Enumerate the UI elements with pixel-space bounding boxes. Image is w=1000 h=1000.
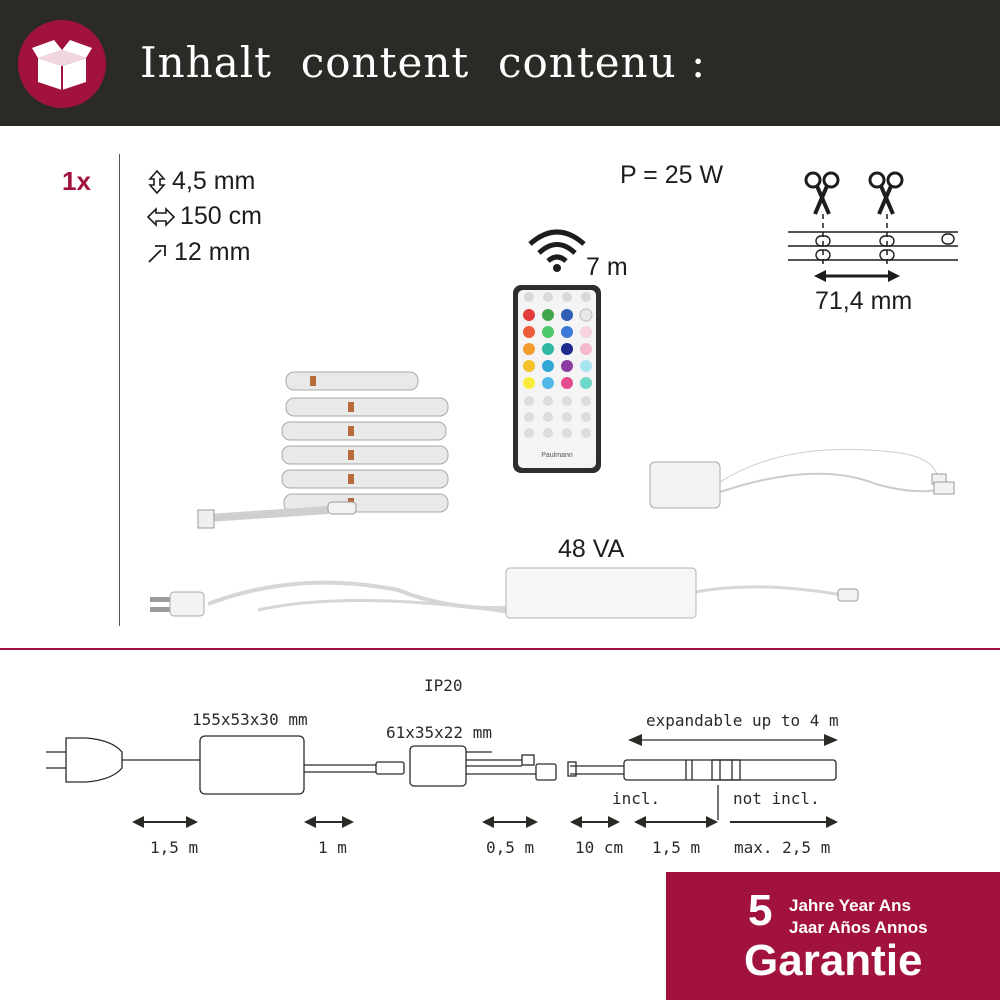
expandable-label: expandable up to 4 m	[646, 711, 839, 730]
wireless-icon	[524, 226, 590, 274]
warranty-line-2: Jaar Años Annos	[789, 918, 928, 937]
length-label: 10 cm	[575, 838, 624, 857]
length-arrows	[130, 812, 842, 832]
remote-control	[512, 284, 602, 479]
scissors-icon	[806, 173, 838, 214]
length-arrow-icon	[146, 206, 176, 228]
ip-rating: IP20	[424, 676, 463, 695]
box-icon	[18, 20, 106, 108]
included-label: incl.	[612, 789, 661, 808]
length-label: max. 2,5 m	[734, 838, 831, 857]
quantity-label: 1x	[62, 166, 91, 196]
transformer-unit	[148, 564, 860, 632]
cutting-diagram	[780, 168, 962, 268]
led-strip-coil	[178, 360, 478, 550]
warranty-years: 5	[748, 886, 773, 935]
transformer-rating: 48 VA	[558, 535, 625, 563]
length-label: 0,5 m	[486, 838, 535, 857]
controller-unit	[646, 440, 956, 516]
controller-size: 61x35x22 mm	[386, 723, 492, 742]
height-arrow-icon	[146, 169, 168, 195]
system-diagram	[40, 730, 850, 820]
remote-range: 7 m	[586, 253, 628, 281]
not-included-label: not incl.	[733, 789, 820, 808]
spec-width	[146, 238, 250, 267]
length-label: 1 m	[318, 838, 347, 857]
spec-height	[146, 167, 255, 196]
length-label: 1,5 m	[652, 838, 701, 857]
transformer-size: 155x53x30 mm	[192, 710, 308, 729]
section-divider	[0, 648, 1000, 650]
spec-width-value: 12 mm	[174, 238, 251, 266]
warranty-title: Garantie	[744, 936, 923, 985]
spec-length-value: 150 cm	[180, 202, 262, 230]
spec-height-value: 4,5 mm	[172, 167, 256, 195]
header-title: Inhalt content contenu :	[140, 38, 707, 87]
width-arrow-icon	[146, 241, 170, 265]
power-rating: P = 25 W	[620, 161, 724, 189]
remote-brand: Paulmann	[541, 452, 573, 459]
warranty-line-1: Jahre Year Ans	[789, 896, 911, 915]
cut-distance: 71,4 mm	[815, 287, 913, 315]
spec-length	[146, 202, 262, 231]
cut-distance-arrow	[812, 268, 902, 284]
scissors-icon	[870, 173, 902, 214]
length-label: 1,5 m	[150, 838, 199, 857]
divider-vertical	[119, 154, 120, 626]
warranty-badge	[666, 872, 1000, 1000]
